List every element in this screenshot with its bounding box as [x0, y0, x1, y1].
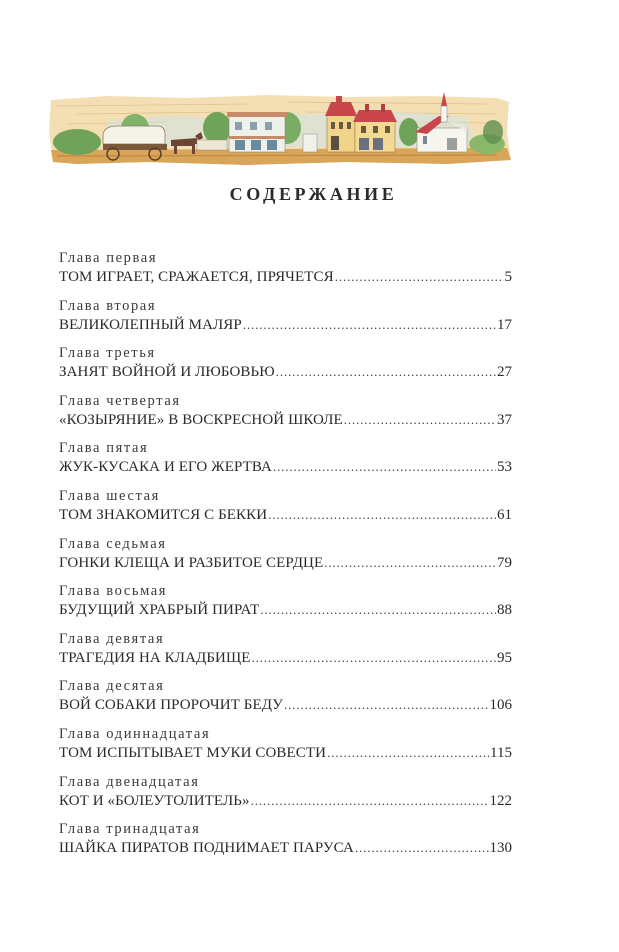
dot-leader: [251, 791, 489, 811]
dot-leader: [251, 648, 496, 668]
chapter-title: ВЕЛИКОЛЕПНЫЙ МАЛЯР: [59, 316, 242, 333]
chapter-number: Глава восьмая: [59, 583, 168, 600]
chapter-line: [59, 315, 512, 335]
page-number: 79: [497, 554, 512, 571]
toc-entry[interactable]: [59, 630, 512, 678]
chapter-number: Глава десятая: [59, 678, 165, 695]
page-number: 130: [489, 840, 512, 857]
chapter-title: ТРАГЕДИЯ НА КЛАДБИЩЕ: [59, 649, 251, 666]
chapter-line: [59, 457, 512, 477]
page-title: СОДЕРЖАНИЕ: [229, 184, 398, 204]
chapter-line: [59, 505, 512, 525]
toc-entry[interactable]: [59, 439, 512, 487]
page-number: 106: [489, 697, 512, 714]
chapter-number: Глава третья: [59, 345, 156, 362]
page-number: 37: [497, 411, 512, 428]
chapter-number: Глава девятая: [59, 630, 165, 647]
page-number: 61: [497, 506, 512, 523]
dot-leader: [273, 457, 496, 477]
chapter-number: Глава пятая: [59, 440, 149, 457]
toc-entry[interactable]: [59, 677, 512, 725]
dot-leader: [344, 410, 496, 430]
chapter-line: [59, 410, 512, 430]
page-number: 17: [497, 316, 512, 333]
chapter-line: [59, 791, 512, 811]
page-number: 27: [497, 364, 512, 381]
chapter-number: Глава шестая: [59, 487, 160, 504]
page-number: 122: [489, 792, 512, 809]
chapter-title: ШАЙКА ПИРАТОВ ПОДНИМАЕТ ПАРУСА: [59, 840, 354, 857]
header-illustration: [47, 92, 513, 168]
page-number: 88: [497, 602, 512, 619]
toc-entry[interactable]: [59, 249, 512, 297]
toc-entry[interactable]: [59, 392, 512, 440]
chapter-title: ГОНКИ КЛЕЩА И РАЗБИТОЕ СЕРДЦЕ: [59, 554, 324, 571]
chapter-number: Глава одиннадцатая: [59, 725, 211, 742]
chapter-line: [59, 362, 512, 382]
chapter-number: Глава седьмая: [59, 535, 167, 552]
town-street-illustration-icon: [47, 92, 513, 168]
toc-entry[interactable]: [59, 297, 512, 345]
dot-leader: [243, 315, 496, 335]
chapter-number: Глава первая: [59, 250, 158, 266]
chapter-title: КОТ И «БОЛЕУТОЛИТЕЛЬ»: [59, 792, 250, 809]
toc-entry[interactable]: [59, 725, 512, 773]
chapter-number: Глава четвертая: [59, 392, 181, 409]
chapter-number: Глава вторая: [59, 297, 157, 314]
page-number: 115: [490, 744, 512, 761]
dot-leader: [284, 695, 489, 715]
chapter-line: [59, 695, 512, 715]
dot-leader: [324, 553, 496, 573]
chapter-number: Глава тринадцатая: [59, 821, 201, 838]
toc-entry[interactable]: [59, 487, 512, 535]
chapter-line: [59, 648, 512, 668]
dot-leader: [260, 600, 496, 620]
chapter-title: ТОМ ЗНАКОМИТСЯ С БЕККИ: [59, 506, 268, 523]
toc-entry[interactable]: [59, 773, 512, 821]
page-number: 5: [504, 269, 512, 285]
chapter-line: [59, 600, 512, 620]
chapter-number: Глава двенадцатая: [59, 773, 200, 790]
toc-entry[interactable]: [59, 582, 512, 630]
dot-leader: [355, 838, 489, 858]
chapter-line: [59, 743, 512, 763]
dot-leader: [276, 362, 496, 382]
page-number: 53: [497, 459, 512, 476]
table-of-contents: [59, 249, 512, 868]
chapter-title: ТОМ ИГРАЕТ, СРАЖАЕТСЯ, ПРЯЧЕТСЯ: [59, 269, 334, 285]
chapter-title: ВОЙ СОБАКИ ПРОРОЧИТ БЕДУ: [59, 697, 283, 714]
dot-leader: [268, 505, 496, 525]
chapter-title: ТОМ ИСПЫТЫВАЕТ МУКИ СОВЕСТИ: [59, 744, 327, 761]
chapter-title: «КОЗЫРЯНИЕ» В ВОСКРЕСНОЙ ШКОЛЕ: [59, 411, 343, 428]
chapter-title: ЗАНЯТ ВОЙНОЙ И ЛЮБОВЬЮ: [59, 364, 275, 381]
chapter-line: [59, 838, 512, 858]
page-number: 95: [497, 649, 512, 666]
toc-entry[interactable]: [59, 535, 512, 583]
dot-leader: [335, 267, 504, 287]
dot-leader: [327, 743, 489, 763]
toc-entry[interactable]: [59, 344, 512, 392]
chapter-line: [59, 267, 512, 287]
chapter-line: [59, 553, 512, 573]
toc-entry[interactable]: [59, 820, 512, 868]
chapter-title: БУДУЩИЙ ХРАБРЫЙ ПИРАТ: [59, 602, 260, 619]
chapter-title: ЖУК-КУСАКА И ЕГО ЖЕРТВА: [59, 459, 272, 476]
